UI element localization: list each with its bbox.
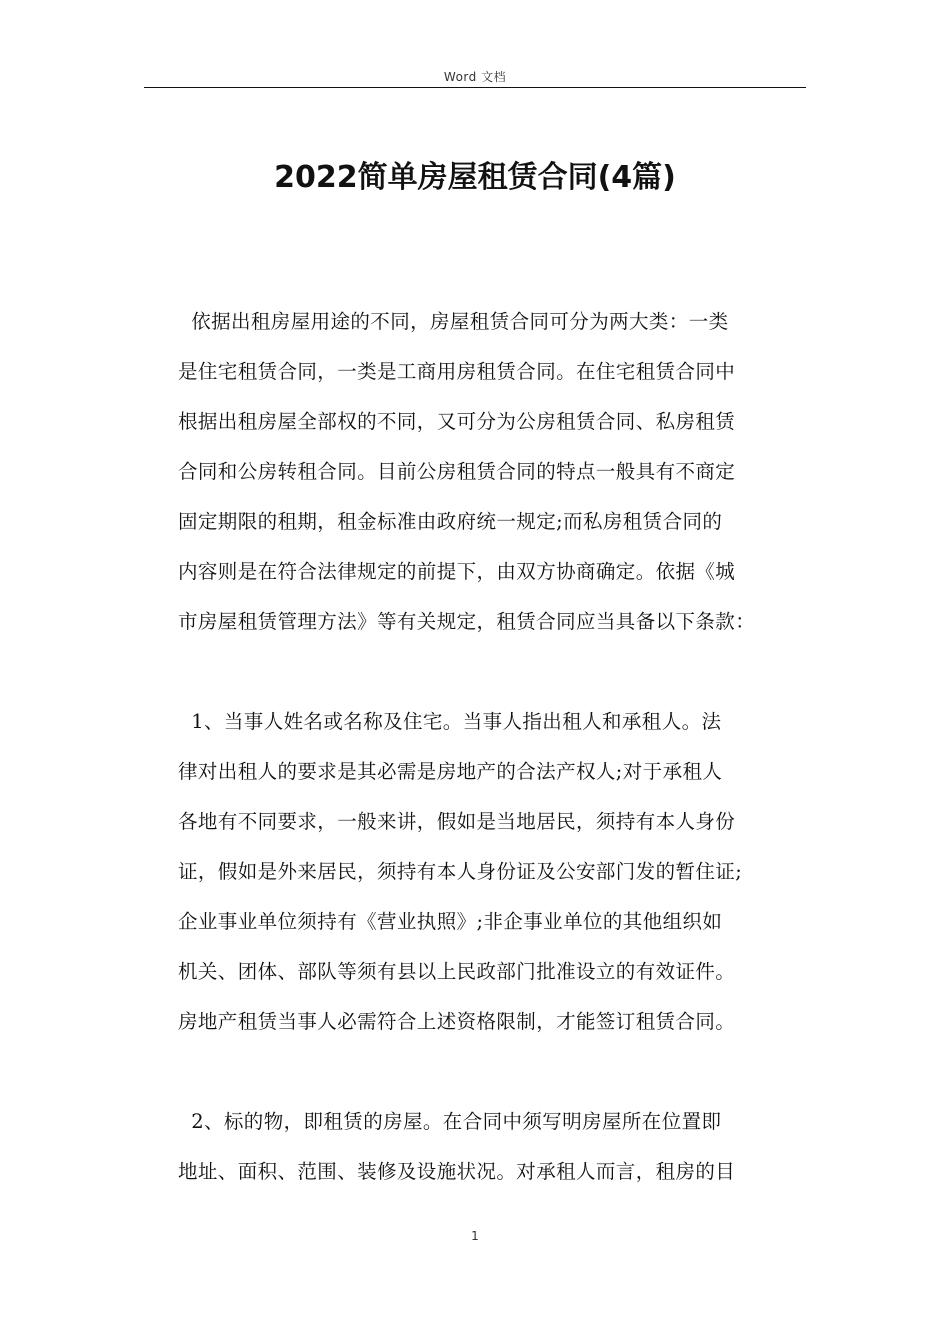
header-divider (144, 87, 806, 88)
text-line: 市房屋租赁管理方法》等有关规定，租赁合同应当具备以下条款： (178, 610, 756, 633)
document-body (178, 297, 778, 1197)
text-line: 证，假如是外来居民，须持有本人身份证及公安部门发的暂住证; (178, 860, 743, 883)
paragraph-clause-2 (178, 1097, 778, 1197)
paragraph-clause-1 (178, 697, 778, 1047)
page-header-text: Word 文档 (443, 70, 507, 84)
text-line: 地址、面积、范围、装修及设施状况。对承租人而言，租房的目 (178, 1160, 736, 1183)
text-line: 律对出租人的要求是其必需是房地产的合法产权人;对于承租人 (178, 760, 723, 783)
paragraph-intro (178, 297, 778, 647)
text-line: 是住宅租赁合同，一类是工商用房租赁合同。在住宅租赁合同中 (178, 360, 736, 383)
text-line: 房地产租赁当事人必需符合上述资格限制，才能签订租赁合同。 (178, 1010, 736, 1033)
text-line: 1、当事人姓名或名称及住宅。当事人指出租人和承租人。法 (178, 710, 722, 733)
text-line: 固定期限的租期，租金标准由政府统一规定;而私房租赁合同的 (178, 510, 723, 533)
text-line: 根据出租房屋全部权的不同，又可分为公房租赁合同、私房租赁 (178, 410, 736, 433)
text-line: 各地有不同要求，一般来讲，假如是当地居民，须持有本人身份 (178, 810, 736, 833)
text-line: 企业事业单位须持有《营业执照》;非企事业单位的其他组织如 (178, 910, 723, 933)
text-line: 依据出租房屋用途的不同，房屋租赁合同可分为两大类：一类 (178, 310, 729, 333)
text-line: 机关、团体、部队等须有县以上民政部门批准设立的有效证件。 (178, 960, 736, 983)
document-title: 2022简单房屋租赁合同(4篇) (274, 160, 676, 195)
text-line: 内容则是在符合法律规定的前提下，由双方协商确定。依据《城 (178, 560, 736, 583)
text-line: 合同和公房转租合同。目前公房租赁合同的特点一般具有不商定 (178, 460, 736, 483)
text-line: 2、标的物，即租赁的房屋。在合同中须写明房屋所在位置即 (178, 1110, 722, 1133)
page-number: 1 (471, 1229, 479, 1243)
